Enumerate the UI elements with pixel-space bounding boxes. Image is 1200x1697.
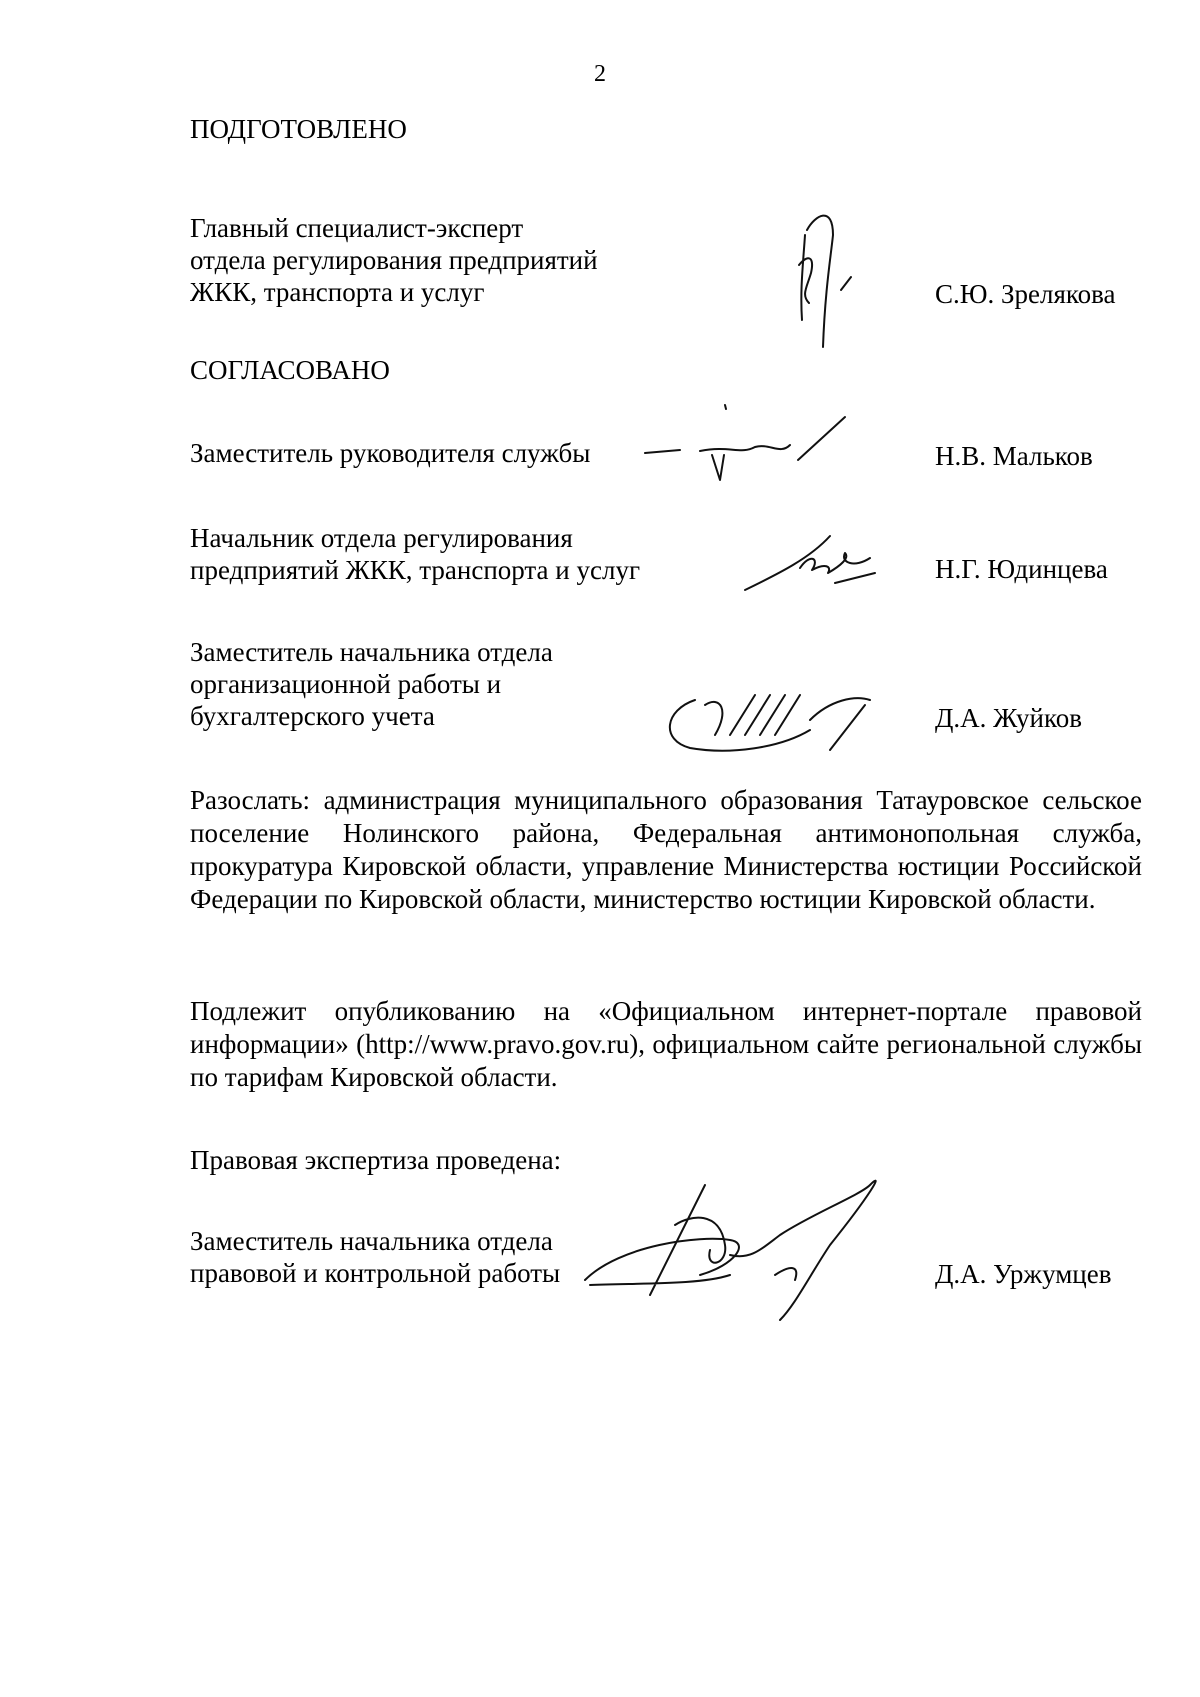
signature-zhuikov (660, 680, 890, 760)
legal-review-name: Д.А. Уржумцев (935, 1259, 1112, 1289)
signature-malkov (640, 395, 860, 495)
role-line: правовой и контрольной работы (190, 1258, 561, 1288)
agreed-name-1: Н.В. Мальков (935, 441, 1093, 471)
legal-review-heading: Правовая экспертиза проведена: (190, 1145, 562, 1175)
role-line: отдела регулирования предприятий (190, 245, 598, 275)
distribution-paragraph: Разослать: администрация муниципального образования Татауровское сельское поселение Нолинского района, Федеральная антимонопольная служба, прокуратура Кировской области, управление Министерства юстиции Российской Федерации по Кировской области, министерство юстиции Кировской области. (190, 785, 1142, 914)
role-line: бухгалтерского учета (190, 701, 435, 731)
prepared-name: С.Ю. Зрелякова (935, 279, 1116, 309)
role-line: Заместитель начальника отдела (190, 1226, 553, 1256)
role-line: Заместитель руководителя службы (190, 438, 591, 468)
signature-yudintseva (740, 528, 890, 598)
agreed-role-1 (190, 437, 590, 469)
legal-review-role (190, 1225, 560, 1289)
role-line: Заместитель начальника отдела (190, 637, 553, 667)
role-line: ЖКК, транспорта и услуг (190, 277, 485, 307)
page-number: 2 (594, 61, 606, 87)
role-line: Главный специалист-эксперт (190, 213, 524, 243)
publication-paragraph: Подлежит опубликованию на «Официальном интернет-портале правовой информации» (http://www.pravo.gov.ru), официальном сайте региональной службы по тарифам Кировской области. (190, 996, 1142, 1092)
prepared-role (190, 212, 598, 308)
role-line: предприятий ЖКК, транспорта и услуг (190, 555, 641, 585)
agreed-name-3: Д.А. Жуйков (935, 703, 1082, 733)
role-line: Начальник отдела регулирования (190, 523, 573, 553)
signature-urzhumtsev (580, 1165, 940, 1345)
agreed-role-3 (190, 636, 553, 732)
signature-zrelyakova (785, 195, 865, 355)
prepared-heading: ПОДГОТОВЛЕНО (190, 114, 407, 144)
role-line: организационной работы и (190, 669, 502, 699)
agreed-heading: СОГЛАСОВАНО (190, 355, 390, 385)
agreed-name-2: Н.Г. Юдинцева (935, 554, 1108, 584)
agreed-role-2 (190, 522, 640, 586)
